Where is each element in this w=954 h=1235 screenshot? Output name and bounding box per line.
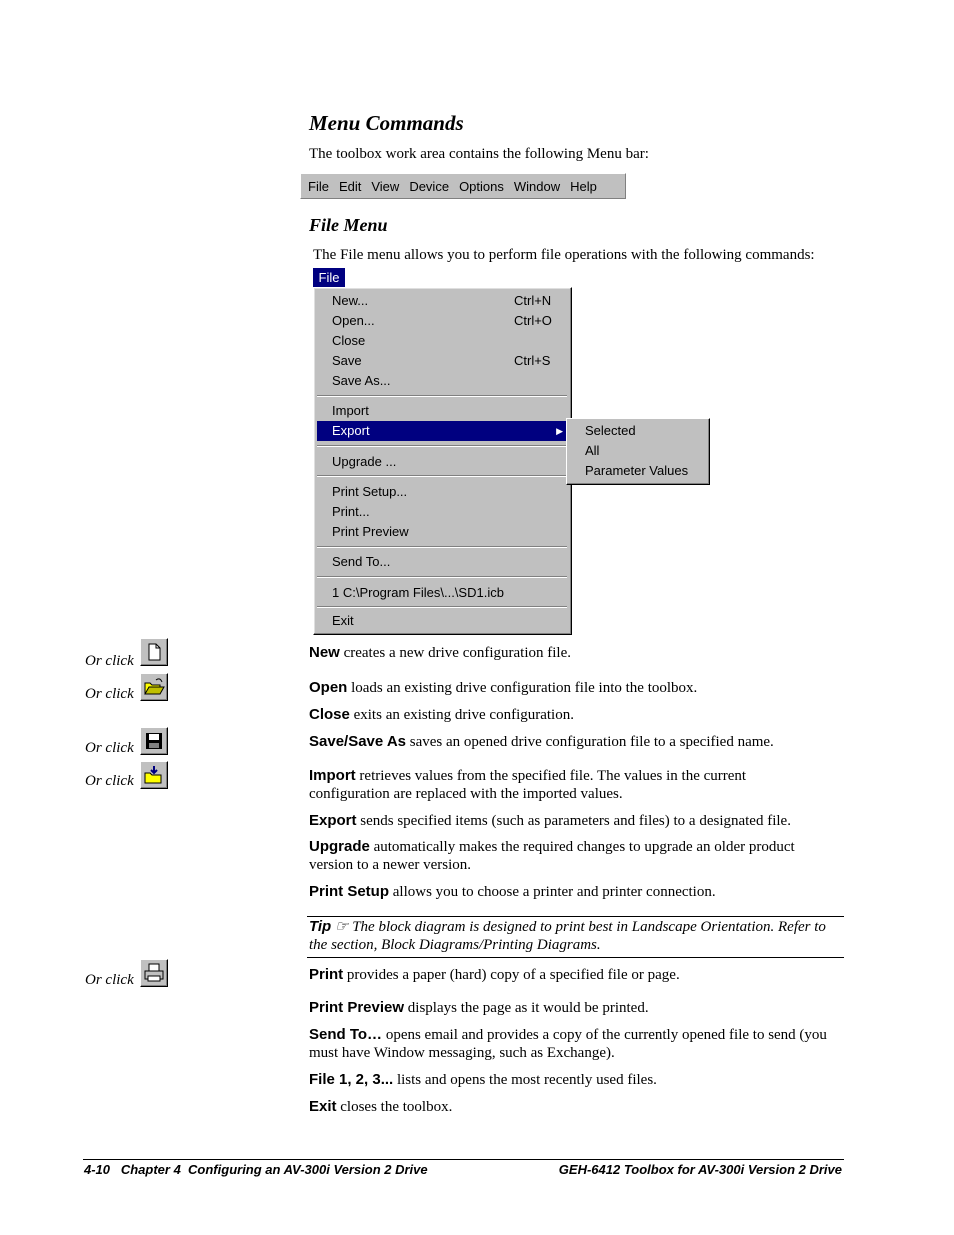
intro-text: The toolbox work area contains the following Menu bar:: [309, 146, 649, 162]
or-click-label: Or click: [85, 740, 134, 756]
command-export: Export sends specified items (such as parameters and files) to a designated file.: [309, 812, 791, 829]
file-menu-title[interactable]: File: [313, 268, 345, 287]
menu-item-upgrade[interactable]: Upgrade ...: [332, 454, 397, 469]
or-click-label: Or click: [85, 686, 134, 702]
menu-device[interactable]: Device: [409, 178, 450, 194]
file-menu-intro: The File menu allows you to perform file operations with the following commands:: [313, 247, 815, 263]
command-send-to: Send To… opens email and provides a copy of the currently opened file to send (you must have Window messaging, such as Exchange).: [309, 1026, 827, 1061]
footer-chapter: 4-10 Chapter 4 Configuring an AV-300i Version 2 Drive: [84, 1162, 428, 1177]
menu-item-close[interactable]: Close: [332, 333, 366, 348]
tip-hand-icon: ☞: [334, 919, 349, 935]
command-print-preview: Print Preview displays the page as it would be printed.: [309, 999, 649, 1016]
menu-item-save[interactable]: Save Ctrl+S: [332, 353, 551, 368]
new-file-icon[interactable]: [140, 638, 168, 666]
submenu-item-parameter-values[interactable]: Parameter Values: [585, 463, 689, 478]
submenu-item-selected[interactable]: Selected: [585, 423, 636, 438]
open-folder-icon[interactable]: [140, 673, 168, 701]
menu-separator: [317, 395, 567, 397]
submenu-arrow-icon: ▶: [556, 426, 563, 436]
tip-box: [307, 916, 844, 958]
section-heading: Menu Commands: [309, 111, 464, 135]
menu-item-new[interactable]: New... Ctrl+N: [332, 293, 552, 308]
submenu-item-all[interactable]: All: [585, 443, 600, 458]
file-dropdown: [313, 287, 572, 635]
menu-options[interactable]: Options: [459, 178, 504, 194]
menu-separator: [317, 445, 567, 447]
menu-view[interactable]: View: [371, 178, 400, 194]
menu-item-open[interactable]: Open... Ctrl+O: [332, 313, 552, 328]
menu-window[interactable]: Window: [513, 178, 561, 194]
command-new: New creates a new drive configuration file.: [309, 644, 571, 661]
menu-file[interactable]: File: [308, 178, 329, 194]
import-icon[interactable]: [140, 761, 168, 789]
menu-item-save-as[interactable]: Save As...: [332, 373, 391, 388]
menu-edit[interactable]: Edit: [338, 178, 362, 194]
printer-icon[interactable]: [140, 959, 168, 987]
menu-item-send-to[interactable]: Send To...: [332, 554, 391, 569]
command-open: Open loads an existing drive configuration file into the toolbox.: [309, 679, 698, 696]
or-click-label: Or click: [85, 972, 134, 988]
tip-label: Tip: [309, 918, 332, 935]
or-click-label: Or click: [85, 653, 134, 669]
footer-doc-title: GEH-6412 Toolbox for AV-300i Version 2 Drive: [558, 1162, 842, 1177]
command-close: Close exits an existing drive configuration.: [309, 706, 574, 723]
menu-item-print-preview[interactable]: Print Preview: [332, 524, 409, 539]
tip-text: The block diagram is designed to print best in Landscape Orientation. Refer to the section, Block Diagrams/Printing Diagrams.: [309, 919, 826, 953]
menu-help[interactable]: Help: [570, 178, 597, 194]
menu-separator: [317, 606, 567, 608]
menu-item-export[interactable]: Export ▶: [317, 421, 567, 441]
export-submenu: [566, 418, 710, 485]
command-import: Import retrieves values from the specified file. The values in the current configuration are replaced with the imported values.: [309, 767, 747, 802]
menu-item-exit[interactable]: Exit: [332, 613, 354, 628]
command-print-setup: Print Setup allows you to choose a printer and printer connection.: [309, 883, 716, 900]
command-exit: Exit closes the toolbox.: [309, 1098, 453, 1115]
menu-item-print[interactable]: Print...: [332, 504, 370, 519]
command-upgrade: Upgrade automatically makes the required changes to upgrade an older product version to a newer version.: [309, 838, 795, 873]
save-disk-icon[interactable]: [140, 727, 168, 755]
menu-bar: [300, 173, 626, 199]
footer-rule: [83, 1159, 844, 1160]
menu-item-import[interactable]: Import: [332, 403, 369, 418]
command-file-123: File 1, 2, 3... lists and opens the most recently used files.: [309, 1071, 657, 1088]
menu-item-recent-file[interactable]: 1 C:\Program Files\...\SD1.icb: [332, 585, 504, 600]
menu-separator: [317, 576, 567, 578]
menu-item-print-setup[interactable]: Print Setup...: [332, 484, 408, 499]
menu-separator: [317, 475, 567, 477]
file-menu-heading: File Menu: [309, 215, 388, 235]
or-click-label: Or click: [85, 773, 134, 789]
command-save: Save/Save As saves an opened drive configuration file to a specified name.: [309, 733, 774, 750]
command-print: Print provides a paper (hard) copy of a specified file or page.: [309, 966, 680, 983]
menu-separator: [317, 546, 567, 548]
